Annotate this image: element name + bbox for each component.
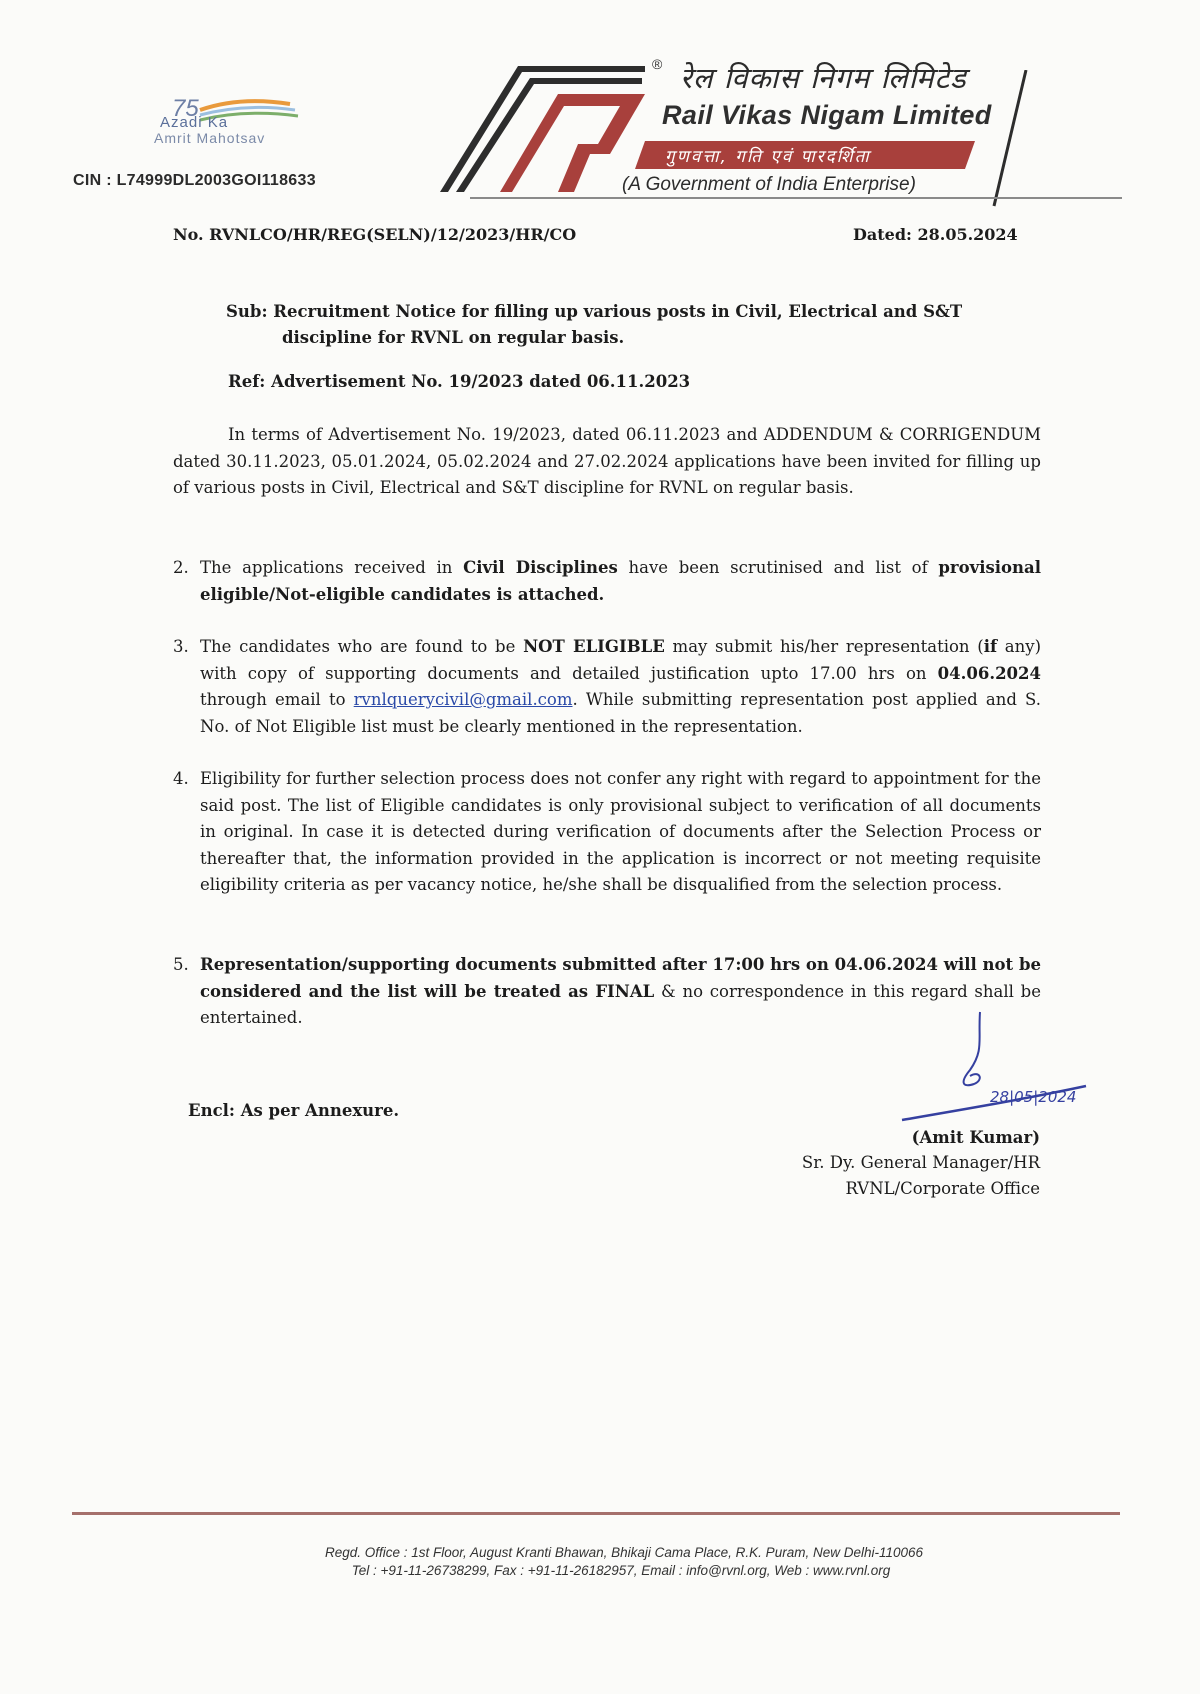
item-5-bold: Representation/supporting documents submitted after 17:00 hrs on 04.06.2024 will not be considered and the list will be treated as FINAL (200, 955, 1041, 1001)
footer-contact: Tel : +91-11-26738299, Fax : +91-11-26182957, Email : info@rvnl.org, Web : www.rvnl.org (351, 1563, 891, 1578)
company-name-hindi: रेल विकास निगम लिमिटेड (680, 61, 967, 95)
svg-text:75: 75 (172, 95, 199, 122)
item-5-part: & no correspondence in this regard shall be entertained. (200, 981, 1041, 1027)
gov-enterprise-label: (A Government of India Enterprise) (622, 174, 916, 195)
item-3-part: may submit his/her representation ( (664, 637, 984, 656)
signature-icon (900, 1010, 1090, 1125)
header-divider (470, 197, 1122, 199)
footer-divider (72, 1512, 1120, 1515)
subject-line2: discipline for RVNL on regular basis. (282, 328, 625, 347)
item-5-number: 5. (173, 955, 189, 974)
item-2-bold: provisional eligible/Not-eligible candidates is attached. (200, 558, 1041, 604)
item-4-text: Eligibility for further selection process does not confer any right with regard to appointment for the said post. The list of Eligible candidates is only provisional subject to verification of all documents in original. In case it is detected during verification of documents after the Selection Process or thereafter that, the information provided in the application is incorrect or not meeting requisite eligibility criteria as per vacancy notice, he/she shall be disqualified from the selection process. (200, 769, 1041, 894)
subject (226, 299, 1006, 351)
email-link[interactable]: rvnlquerycivil@gmail.com (353, 690, 573, 709)
item-2-part: have been scrutinised and list of (617, 558, 939, 577)
letter-date: Dated: 28.05.2024 (853, 225, 1018, 244)
item-3-part: any) with copy of supporting documents and detailed justification upto 17.00 hrs on (200, 637, 1042, 683)
item-3-bold: NOT ELIGIBLE (523, 637, 665, 656)
company-name-english: Rail Vikas Nigam Limited (662, 100, 992, 130)
cin-number: CIN : L74999DL2003GOI118633 (73, 172, 316, 189)
paragraph-1: In terms of Advertisement No. 19/2023, dated 06.11.2023 and ADDENDUM & CORRIGENDUM dated 30.11.2023, 05.01.2024, 05.02.2024 and 27.02.2024 applications have been invited for filling up of various posts in Civil, Electrical and S&T discipline for RVNL on regular basis. (173, 425, 1041, 497)
item-2-bold: Civil Disciplines (463, 558, 618, 577)
item-2-text (200, 555, 1041, 608)
azadi-ka-amrit-mahotsav-logo (150, 95, 340, 152)
item-3-bold: 04.06.2024 (937, 663, 1041, 683)
item-3-text (200, 634, 1041, 740)
header-slash-icon (990, 70, 1030, 210)
item-3-part: through email to (200, 690, 354, 709)
item-3-number: 3. (173, 637, 189, 656)
enclosure-note: Encl: As per Annexure. (188, 1101, 400, 1120)
item-2-number: 2. (173, 558, 189, 577)
item-3-part: . While submitting representation post applied and S. No. of Not Eligible list must be clearly mentioned in the representation. (200, 690, 1041, 736)
footer-address: Regd. Office : 1st Floor, August Kranti Bhawan, Bhikaji Cama Place, R.K. Puram, New Delhi-110066 (324, 1545, 924, 1560)
signatory-designation: Sr. Dy. General Manager/HR (801, 1153, 1040, 1172)
item-2-part: The applications received in (200, 558, 464, 577)
signatory-name: (Amit Kumar) (911, 1128, 1040, 1147)
item-3-bold: if (983, 637, 998, 656)
subject-line1: Sub: Recruitment Notice for filling up various posts in Civil, Electrical and S&T (226, 302, 963, 321)
signatory-office: RVNL/Corporate Office (845, 1179, 1040, 1198)
tagline-hindi: गुणवत्ता, गति एवं पारदर्शिता (665, 147, 871, 167)
advertisement-reference: Ref: Advertisement No. 19/2023 dated 06.11.2023 (228, 372, 691, 391)
azadi-line1: Azadi Ka (160, 114, 229, 131)
tagline-band (635, 141, 975, 169)
item-3-part: The candidates who are found to be (200, 637, 524, 656)
reference-number: No. RVNLCO/HR/REG(SELN)/12/2023/HR/CO (173, 225, 577, 244)
azadi-line2: Amrit Mahotsav (154, 130, 266, 146)
registered-mark: ® (652, 56, 663, 72)
item-4-number: 4. (173, 769, 189, 788)
signature-date: 28|05|2024 (990, 1088, 1077, 1106)
